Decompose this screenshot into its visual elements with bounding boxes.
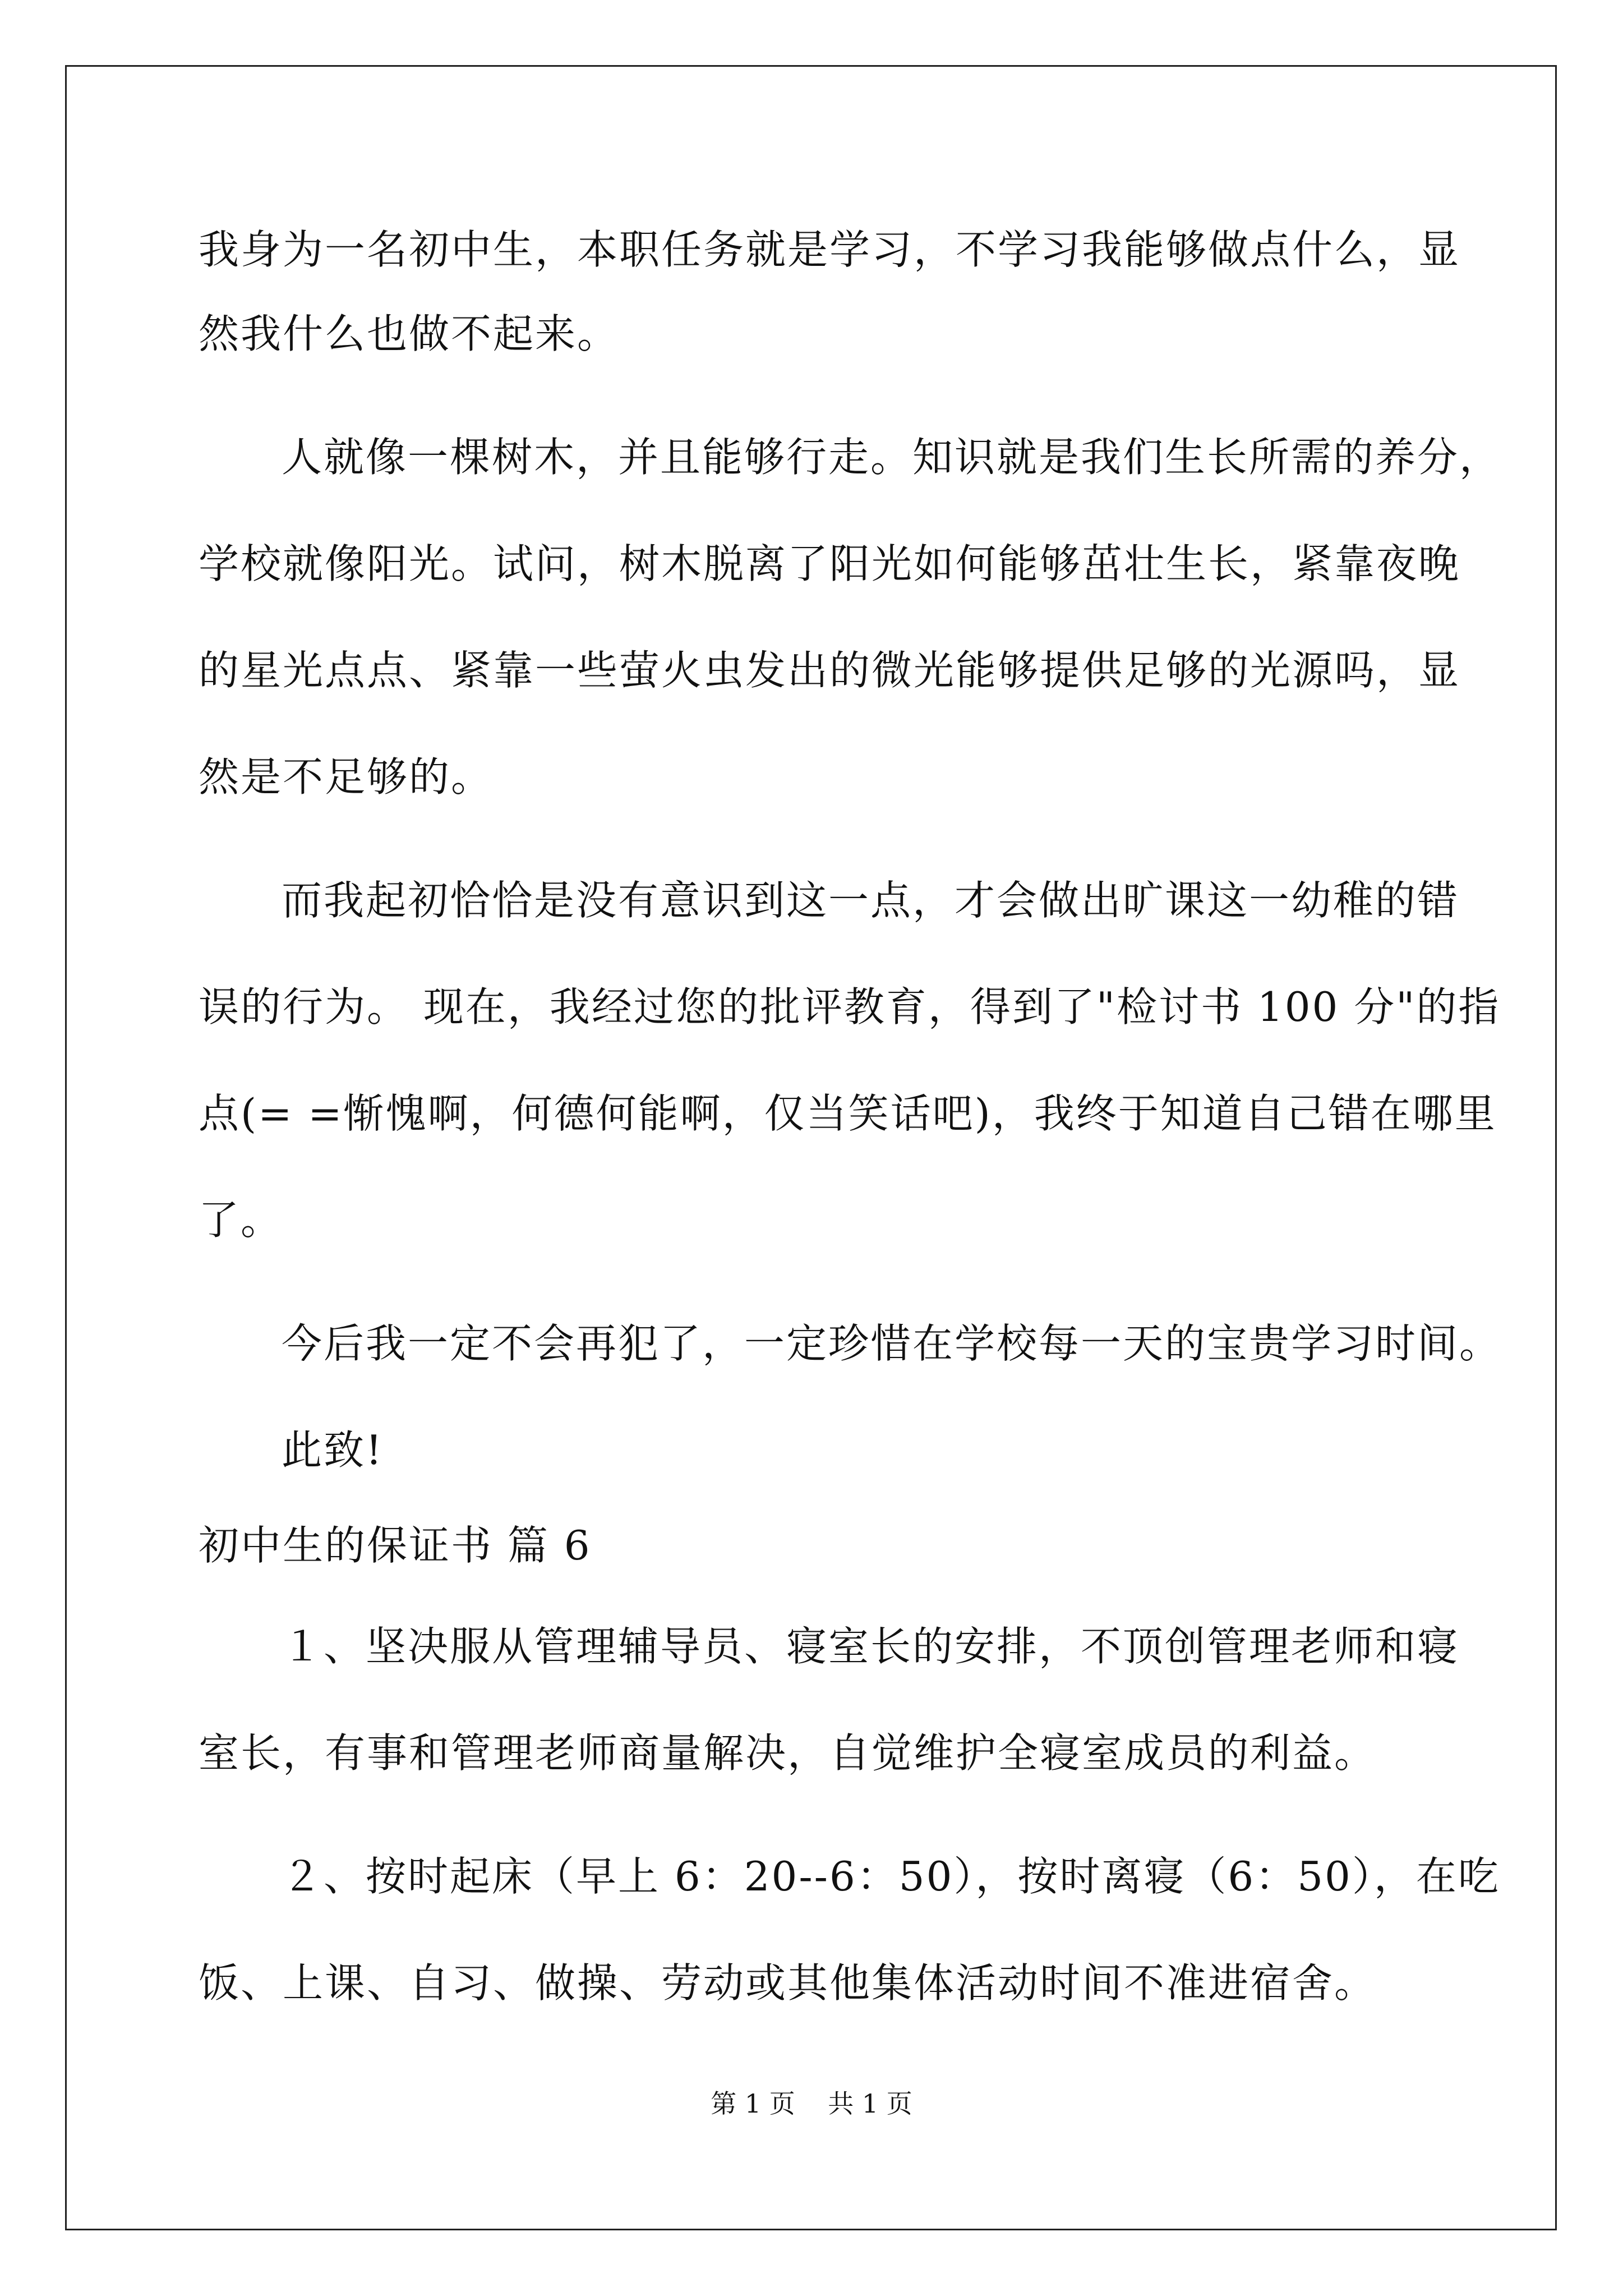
- paragraph-1-line-1: 我身为一名初中生，本职任务就是学习，不学习我能够做点什么，显: [199, 226, 1461, 273]
- rule-2-line-1: ２、按时起床（早上 6：20--6：50），按时离寝（6：50），在吃: [282, 1853, 1500, 1900]
- page-number-footer: 第 1 页 共 1 页: [711, 2088, 912, 2119]
- paragraph-2-line-1: 人就像一棵树木，并且能够行走。知识就是我们生长所需的养分，: [282, 434, 1502, 481]
- paragraph-3-line-3: 点(= =惭愧啊，何德何能啊，仅当笑话吧)，我终于知道自己错在哪里: [199, 1090, 1497, 1137]
- section-heading: 初中生的保证书 篇 6: [199, 1522, 592, 1569]
- rule-1-line-1: １、坚决服从管理辅导员、寝室长的安排，不顶创管理老师和寝: [282, 1623, 1460, 1670]
- paragraph-2-line-2: 学校就像阳光。试问，树木脱离了阳光如何能够茁壮生长，紧靠夜晚: [199, 540, 1461, 587]
- paragraph-3-line-2: 误的行为。 现在，我经过您的批评教育，得到了"检讨书 100 分"的指: [199, 983, 1501, 1030]
- paragraph-3-line-4: 了。: [199, 1197, 283, 1244]
- rule-1-line-2: 室长，有事和管理老师商量解决，自觉维护全寝室成员的利益。: [199, 1729, 1377, 1777]
- rule-2-line-2: 饭、上课、自习、做操、劳动或其他集体活动时间不准进宿舍。: [199, 1959, 1377, 2007]
- paragraph-2-line-3: 的星光点点、紧靠一些萤火虫发出的微光能够提供足够的光源吗，显: [199, 647, 1461, 694]
- paragraph-3-line-1: 而我起初恰恰是没有意识到这一点，才会做出旷课这一幼稚的错: [282, 877, 1460, 924]
- closing-salutation: 此致!: [282, 1427, 384, 1474]
- paragraph-2-line-4: 然是不足够的。: [199, 753, 494, 800]
- paragraph-1-line-2: 然我什么也做不起来。: [199, 310, 620, 357]
- paragraph-4-line-1: 今后我一定不会再犯了，一定珍惜在学校每一天的宝贵学习时间。: [282, 1320, 1502, 1367]
- page-border: [65, 65, 1557, 2230]
